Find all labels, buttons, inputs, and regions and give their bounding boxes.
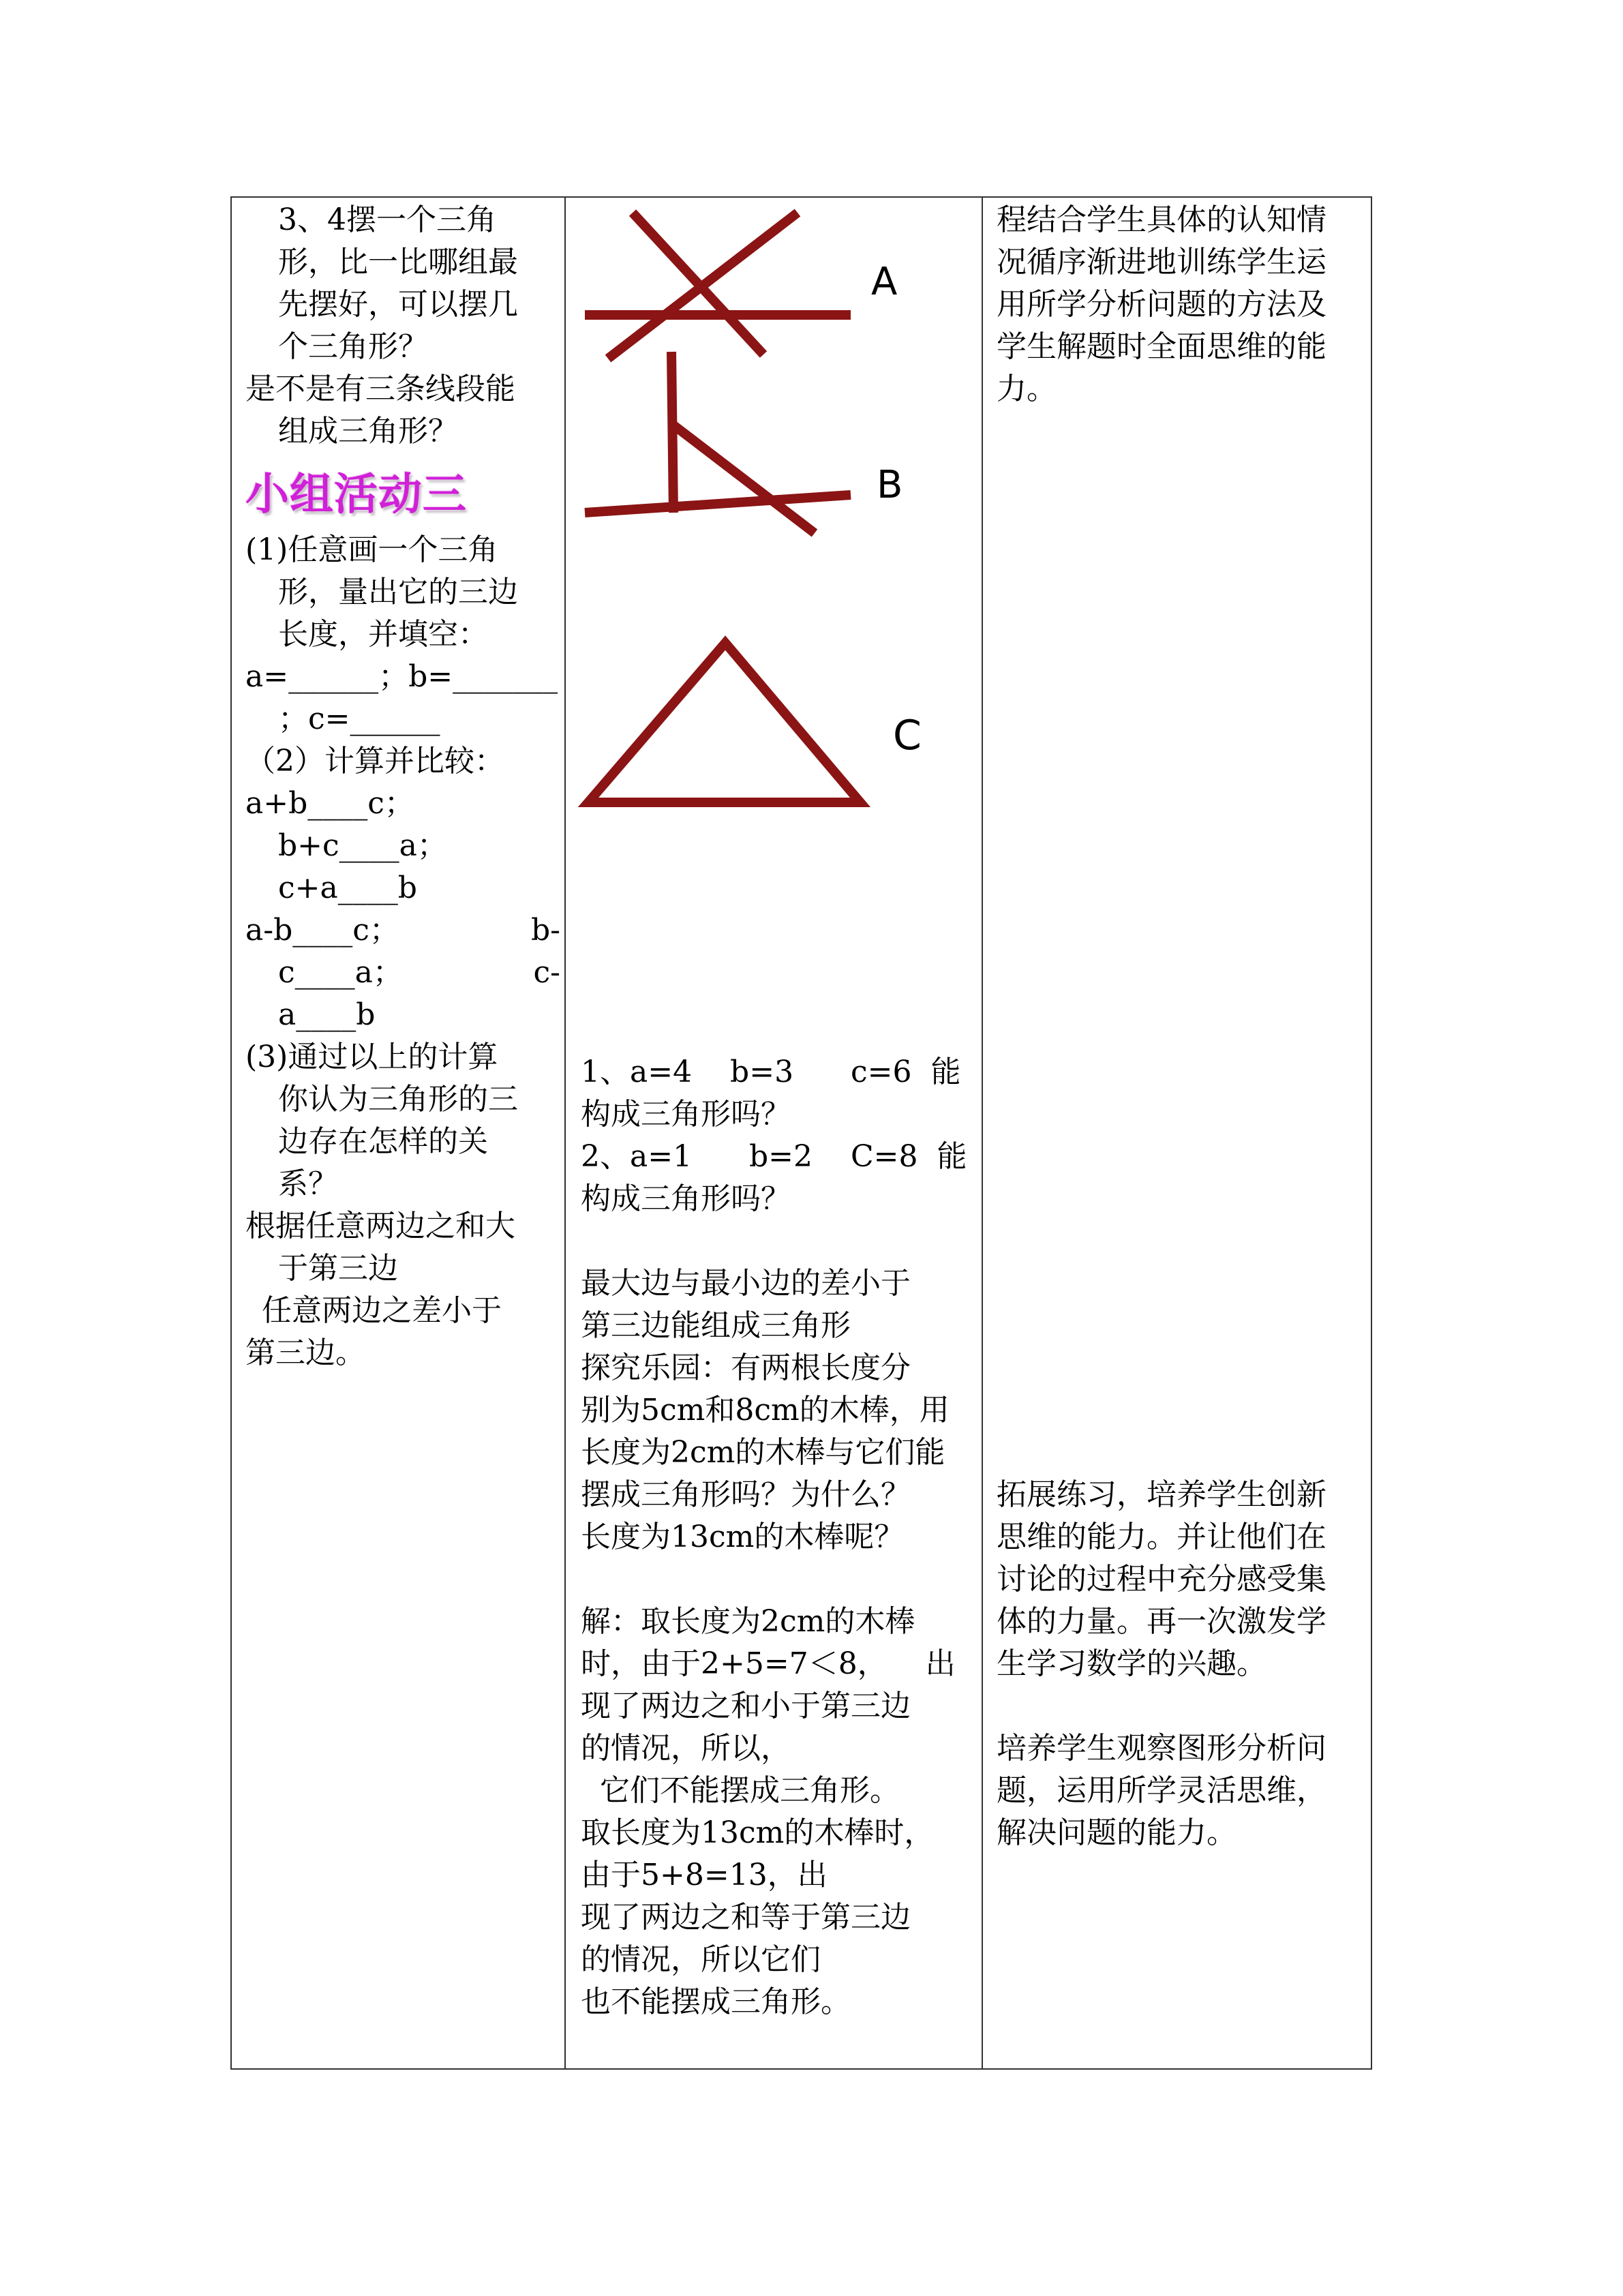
diff-part: a-b____c； xyxy=(245,913,399,948)
figure-label-c-wrap xyxy=(893,712,937,751)
blank-spacer xyxy=(581,1220,982,1263)
text-line: 任意两边之差小于 xyxy=(262,1293,502,1328)
col-teaching xyxy=(566,198,982,2068)
text-line: 现了两边之和等于第三边 xyxy=(581,1900,911,1935)
triangle xyxy=(588,643,860,802)
stick xyxy=(608,213,798,359)
lesson-table xyxy=(230,196,1372,2070)
text-line: 根据任意两边之和大 xyxy=(245,1209,515,1243)
text-line: 现了两边之和小于第三边 xyxy=(581,1689,911,1723)
text-line: 最大边与最小边的差小于 xyxy=(581,1266,911,1301)
figure-a xyxy=(585,213,851,359)
text-line: 组成三角形？ xyxy=(278,414,458,449)
blank-spacer xyxy=(997,1685,1370,1727)
text-line: 摆成三角形吗？为什么？ xyxy=(581,1477,911,1512)
text-line: 培养学生观察图形分析问 xyxy=(997,1731,1326,1766)
section-title-art: 小组活动三 xyxy=(245,470,467,520)
text-line: 它们不能摆成三角形。 xyxy=(581,1773,900,1808)
text-line: 别为5cm和8cm的木棒，用 xyxy=(581,1393,950,1428)
text-line: 边存在怎样的关 xyxy=(278,1124,488,1159)
text-line: 力。 xyxy=(997,372,1057,406)
text-line: 长度，并填空： xyxy=(278,617,488,652)
text-line: 探究乐园：有两根长度分 xyxy=(581,1350,911,1385)
text-line: 解决问题的能力。 xyxy=(997,1815,1237,1850)
diff-part: c____a； xyxy=(278,955,403,990)
text-line: 构成三角形吗？ xyxy=(581,1181,791,1216)
figure-label-b: B xyxy=(877,463,903,507)
text-line: 解：取长度为2cm的木棒 xyxy=(581,1604,915,1639)
text-line: 生学习数学的兴趣。 xyxy=(997,1646,1266,1681)
cases-block xyxy=(566,1051,982,2023)
text-line: 由于5+8=13，出 xyxy=(581,1858,828,1892)
figure-b xyxy=(585,352,851,533)
stick xyxy=(671,352,673,513)
text-line: 时，由于2+5=7＜8， 出 xyxy=(581,1646,956,1681)
column-divider xyxy=(982,198,983,2068)
text-line: 个三角形？ xyxy=(278,329,428,364)
stick xyxy=(672,424,815,533)
text-line: 取长度为13cm的木棒时， xyxy=(581,1815,935,1850)
blank-line: a=______；b=_______ xyxy=(245,659,558,694)
text-line: 1、a=4 b=3 c=6 能 xyxy=(581,1055,961,1089)
text-line: 用所学分析问题的方法及 xyxy=(997,287,1326,322)
compare-line: a+b____c； xyxy=(245,786,414,821)
text-line: 你认为三角形的三 xyxy=(278,1082,518,1117)
text-line: 第三边。 xyxy=(245,1335,365,1370)
text-line: 的情况，所以它们 xyxy=(581,1942,821,1977)
col-activity xyxy=(245,198,560,1374)
text-line: 题，运用所学灵活思维， xyxy=(997,1773,1326,1808)
text-line: 是不是有三条线段能 xyxy=(245,372,515,406)
text-line: 形，量出它的三边 xyxy=(278,575,518,609)
text-line: 长度为13cm的木棒呢？ xyxy=(581,1520,905,1554)
diff-line xyxy=(245,952,560,994)
compare-line: c+a____b xyxy=(278,871,417,905)
text-line: 讨论的过程中充分感受集 xyxy=(997,1562,1326,1597)
text-line: 于第三边 xyxy=(278,1251,398,1286)
text-line: （2）计算并比较： xyxy=(245,744,504,779)
diff-line: a____b xyxy=(278,997,376,1032)
diff-part: b- xyxy=(530,913,560,948)
text-line: 思维的能力。并让他们在 xyxy=(997,1520,1326,1554)
text-line: 长度为2cm的木棒与它们能 xyxy=(581,1435,945,1470)
text-line: 体的力量。再一次激发学 xyxy=(997,1604,1326,1639)
blank-line: ；c=______ xyxy=(278,701,440,736)
diff-part: c- xyxy=(533,955,560,990)
text-line: 学生解题时全面思维的能 xyxy=(997,329,1326,364)
text-line: 2、a=1 b=2 C=8 能 xyxy=(581,1139,967,1174)
text-line: (3)通过以上的计算 xyxy=(245,1040,498,1074)
text-line: 形，比一比哪组最 xyxy=(278,245,518,280)
text-line: 程结合学生具体的认知情 xyxy=(997,202,1326,237)
figure-label-c: C xyxy=(893,712,922,751)
text-line: 3、4摆一个三角 xyxy=(278,202,496,237)
text-line: 构成三角形吗？ xyxy=(581,1097,791,1132)
col-design-intent xyxy=(997,198,1370,2068)
blank-spacer xyxy=(581,1558,982,1601)
text-line: 系？ xyxy=(278,1166,338,1201)
figure-c xyxy=(588,643,860,802)
diff-line xyxy=(245,909,560,952)
compare-line: b+c____a； xyxy=(278,828,447,863)
text-line: 况循序渐进地训练学生运 xyxy=(997,245,1326,280)
text-line: 也不能摆成三角形。 xyxy=(581,1984,851,2019)
text-line: 第三边能组成三角形 xyxy=(581,1308,851,1343)
text-line: 拓展练习，培养学生创新 xyxy=(997,1477,1326,1512)
extend-block xyxy=(997,1474,1370,1854)
figure-label-a: A xyxy=(871,260,898,304)
text-line: 的情况，所以， xyxy=(581,1731,791,1766)
text-line: (1)任意画一个三角 xyxy=(245,532,498,567)
intent-block xyxy=(997,199,1370,410)
stick xyxy=(585,495,851,513)
text-line: 先摆好，可以摆几 xyxy=(278,287,518,322)
